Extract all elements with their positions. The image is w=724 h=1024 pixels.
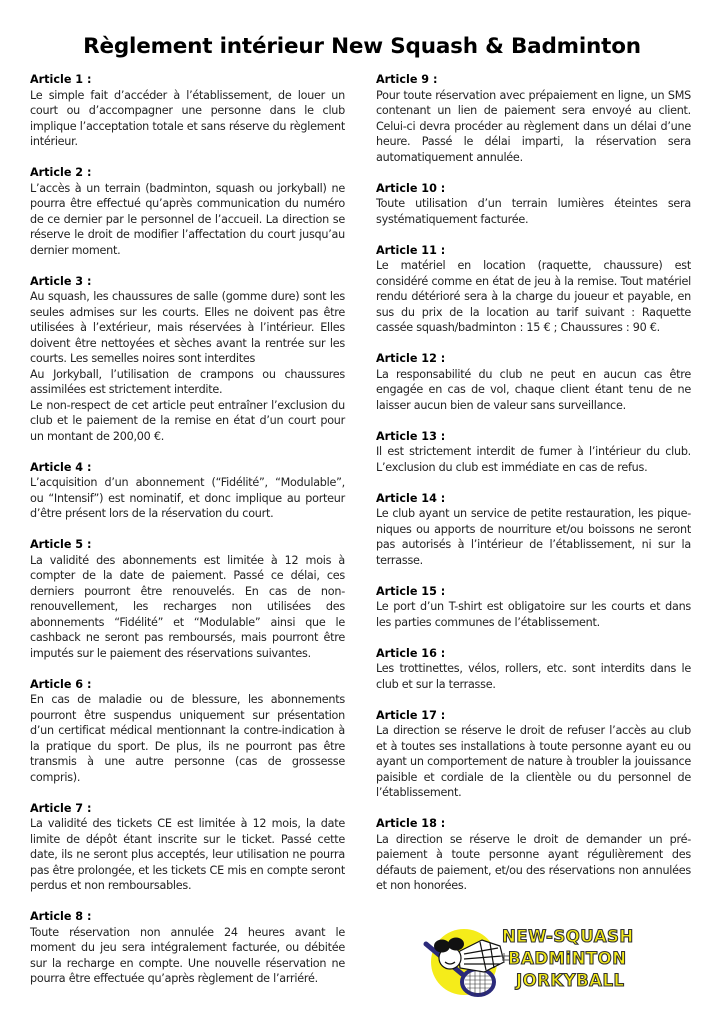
- article-18: [376, 816, 691, 894]
- article-13: [376, 429, 691, 476]
- article-heading: Article 10 :: [376, 181, 446, 195]
- logo-line-new-squash: NEW-SQUASH: [502, 927, 634, 946]
- article-body: Le simple fait d’accéder à l’établissement, de louer un court ou d’accompagner une personne dans le club implique l’acceptation totale et sans réserve du règlement intérieur.: [30, 88, 345, 148]
- article-heading: Article 2 :: [30, 166, 92, 179]
- article-heading: Article 9 :: [376, 73, 438, 86]
- article-heading: Article 7 :: [30, 801, 92, 815]
- article-16: [376, 646, 691, 693]
- article-body: Au squash, les chaussures de salle (gomme dure) sont les seules admises sur les courts. Elles ne doivent pas être utilisées à l’extérieur, mais réservées à l’intérieur. Elles doivent être nettoyées et sèches avant la rentrée sur les courts. Les semelles noires sont interdites Au Jorkyball, l’utilisation de crampons ou chaussures assimilées est strictement interdite. Le non-respect de cet article peut entraîner l’exclusion du club et le paiement de la remise en état d’un court pour un montant de 200,00 €.: [30, 290, 345, 443]
- article-body: Il est strictement interdit de fumer à l’intérieur du club. L’exclusion du club est immédiate en cas de refus.: [376, 445, 691, 474]
- article-body: L’accès à un terrain (badminton, squash ou jorkyball) ne pourra être effectué qu’après communication du numéro de ce dernier par le personnel de l’accueil. La direction se réserve le droit de modifier l’affectation du court jusqu’au dernier moment.: [30, 181, 345, 257]
- logo-line-badminton: BADMiNTON: [508, 949, 627, 968]
- article-14: [376, 491, 691, 569]
- article-7: [30, 801, 345, 894]
- article-body: La validité des tickets CE est limitée à 12 mois, la date limite de dépôt étant inscrite sur le ticket. Passé cette date, ils ne seront plus acceptés, leur utilisation ne pourra pas être prolongée, et les tickets CE mis en compte seront perdus et non remboursables.: [30, 817, 345, 892]
- article-heading: Article 11 :: [376, 243, 446, 257]
- right-column: [376, 72, 691, 909]
- article-body: La validité des abonnements est limitée à 12 mois à compter de la date de paiement. Passé ce délai, ces derniers pourront être renouvelés. En cas de non-renouvellement, les recharges non utilisées des abonnements “Fidélité” et “Modulable” ainsi que le cashback ne seront pas remboursés, mais pourront être imputés sur le paiement des réservations suivantes.: [30, 553, 345, 660]
- article-heading: Article 3 :: [30, 274, 92, 288]
- article-heading: Article 12 :: [376, 352, 446, 365]
- left-column: [30, 72, 345, 1002]
- article-body: En cas de maladie ou de blessure, les abonnements pourront être suspendus uniquement sur présentation d’un certificat médical mentionnant la contre-indication à la pratique du sport. De plus, ils ne pourront pas être transmis à une autre personne (cas de grossesse compris).: [30, 693, 345, 784]
- article-4: [30, 460, 345, 522]
- article-17: [376, 708, 691, 801]
- page-title: Règlement intérieur New Squash & Badminton: [83, 34, 641, 60]
- article-heading: Article 13 :: [376, 429, 446, 443]
- article-body: Toute réservation non annulée 24 heures avant le moment du jeu sera intégralement facturée, ou débitée sur la recharge en compte. Une nouvelle réservation ne pourra être effectuée qu’après règlement de l’arriéré.: [30, 925, 345, 985]
- article-body: Le port d’un T-shirt est obligatoire sur les courts et dans les parties communes de l’établissement.: [376, 600, 691, 629]
- article-heading: Article 4 :: [30, 460, 92, 474]
- article-3: [30, 274, 345, 445]
- article-body: Toute utilisation d’un terrain lumières éteintes sera systématiquement facturée.: [376, 197, 691, 226]
- article-heading: Article 1 :: [30, 73, 92, 86]
- article-heading: Article 5 :: [30, 538, 92, 551]
- article-8: [30, 909, 345, 987]
- article-body: Pour toute réservation avec prépaiement en ligne, un SMS contenant un lien de paiement sera envoyé au client. Celui-ci devra procéder au règlement dans un délai d’une heure. Passé le délai imparti, la réservation sera automatiquement annulée.: [376, 88, 691, 164]
- article-heading: Article 8 :: [30, 910, 92, 923]
- club-logo: [420, 922, 650, 1002]
- shuttlecock-racket-mascot-icon: [420, 922, 510, 1002]
- article-heading: Article 18 :: [376, 817, 446, 830]
- article-heading: Article 15 :: [376, 584, 446, 598]
- article-body: Le club ayant un service de petite restauration, les pique-niques ou apports de nourriture et/ou boissons ne seront pas autorisés à l’intérieur de l’établissement, ni sur la terrasse.: [376, 507, 691, 567]
- article-heading: Article 6 :: [30, 677, 92, 691]
- logo-wordmark: [502, 926, 634, 992]
- article-body: La responsabilité du club ne peut en aucun cas être engagée en cas de vol, chaque client étant tenu de ne laisser aucun bien de valeur sans surveillance.: [376, 367, 691, 412]
- article-6: [30, 677, 345, 786]
- article-body: Le matériel en location (raquette, chaussure) est considéré comme en état de jeu à la remise. Tout matériel rendu détérioré sera à la charge du joueur et payable, en sus du prix de la location au tarif suivant : Raquette cassée squash/badminton : 15 € ; Chaussures : 90 €.: [376, 259, 691, 334]
- article-body: La direction se réserve le droit de refuser l’accès au club et à toutes ses installations à toute personne ayant eu ou ayant un comportement de nature à troubler la jouissance paisible et cordiale de la clientèle ou du personnel de l’établissement.: [376, 724, 691, 799]
- article-heading: Article 16 :: [376, 646, 446, 660]
- article-15: [376, 584, 691, 631]
- article-2: [30, 165, 345, 258]
- article-body: Les trottinettes, vélos, rollers, etc. sont interdits dans le club et sur la terrasse.: [376, 662, 691, 691]
- article-10: [376, 181, 691, 228]
- article-12: [376, 351, 691, 413]
- article-11: [376, 243, 691, 336]
- article-5: [30, 537, 345, 661]
- logo-line-jorkyball: JORKYBALL: [516, 971, 625, 990]
- article-1: [30, 72, 345, 150]
- article-body: L’acquisition d’un abonnement (“Fidélité”, “Modulable”, ou “Intensif”) est nominatif, et donc implique au porteur d’être présent lors de la réservation du court.: [30, 476, 345, 520]
- article-9: [376, 72, 691, 165]
- article-body: La direction se réserve le droit de demander un pré-paiement à toute personne ayant régulièrement des défauts de paiement, et/ou des réservations non annulées et non honorées.: [376, 832, 691, 892]
- article-heading: Article 17 :: [376, 708, 446, 722]
- article-heading: Article 14 :: [376, 491, 446, 505]
